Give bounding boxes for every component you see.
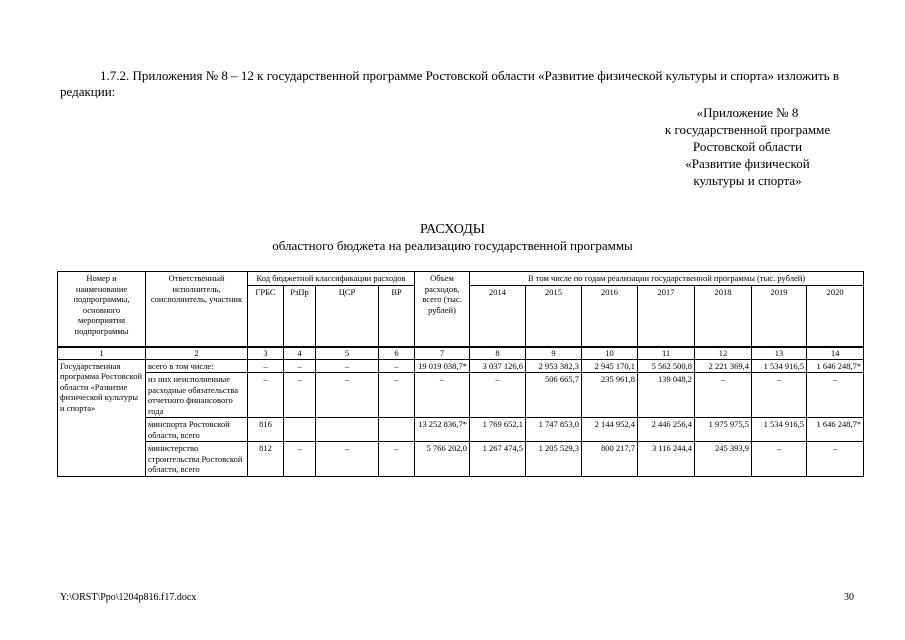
col-number: 10	[582, 347, 638, 359]
appendix-line-4: «Развитие физической	[685, 156, 810, 171]
appendix-line-2: к государственной программе	[664, 122, 831, 137]
program-name: Государственная программа Ростовской области «Развитие физической культуры и спорта»	[58, 359, 146, 476]
row-year-value: 2 446 256,4	[638, 418, 695, 442]
col-number: 5	[316, 347, 379, 359]
header-year: 2018	[695, 285, 752, 347]
row-total: 13 252 836,7*	[415, 418, 470, 442]
row-year-value: 800 217,7	[582, 442, 638, 477]
appendix-reference	[615, 104, 880, 189]
row-year-value: 235 961,8	[582, 373, 638, 418]
row-year-value: 1 534 916,5	[752, 359, 807, 373]
row-year-value: 1 205 529,3	[526, 442, 582, 477]
row-year-value: 1 646 248,7*	[807, 359, 864, 373]
row-year-value: –	[807, 442, 864, 477]
row-total: 19 019 038,7*	[415, 359, 470, 373]
header-year: 2017	[638, 285, 695, 347]
row-executor: из них неисполненные расходные обязательства отчетного финансового года	[146, 373, 248, 418]
intro-paragraph: 1.7.2. Приложения № 8 – 12 к государственной программе Ростовской области «Развитие физической культуры и спорта» изложить в редакции:	[60, 68, 839, 99]
row-csr: –	[316, 373, 379, 418]
row-year-value: 1 747 853,0	[526, 418, 582, 442]
row-year-value: –	[752, 373, 807, 418]
row-rzpr	[284, 418, 316, 442]
row-total: 5 766 202,0	[415, 442, 470, 477]
row-csr: –	[316, 442, 379, 477]
row-csr: –	[316, 359, 379, 373]
row-grbs: 816	[248, 418, 284, 442]
header-vr: ВР	[379, 285, 415, 347]
row-year-value: 2 144 952,4	[582, 418, 638, 442]
row-year-value: 3 116 244,4	[638, 442, 695, 477]
row-year-value: 2 953 382,3	[526, 359, 582, 373]
row-year-value: 1 534 916,5	[752, 418, 807, 442]
header-executor: Ответственный исполнитель, соисполнитель, участник	[146, 272, 248, 348]
row-vr: –	[379, 359, 415, 373]
row-year-value: 1 646 248,7*	[807, 418, 864, 442]
table-row	[58, 442, 864, 477]
appendix-line-3: Ростовской области	[692, 139, 803, 154]
header-volume: Объем расходов, всего (тыс. рублей)	[415, 272, 470, 348]
header-rzpr: РзПр	[284, 285, 316, 347]
row-year-value: 139 048,2	[638, 373, 695, 418]
header-by-years: В том числе по годам реализации государственной программы (тыс. рублей)	[470, 272, 864, 286]
col-number: 9	[526, 347, 582, 359]
row-rzpr: –	[284, 359, 316, 373]
col-number: 2	[146, 347, 248, 359]
row-vr	[379, 418, 415, 442]
appendix-line-5: культуры и спорта»	[693, 173, 802, 188]
expenses-table	[57, 271, 864, 477]
row-vr: –	[379, 373, 415, 418]
row-rzpr: –	[284, 442, 316, 477]
header-grbs: ГРБС	[248, 285, 284, 347]
col-number: 8	[470, 347, 526, 359]
table-row	[58, 359, 864, 373]
header-csr: ЦСР	[316, 285, 379, 347]
header-year: 2016	[582, 285, 638, 347]
row-grbs: –	[248, 373, 284, 418]
row-year-value: 3 037 126,6	[470, 359, 526, 373]
col-number: 3	[248, 347, 284, 359]
row-executor: минспорта Ростовской области, всего	[146, 418, 248, 442]
document-subtitle: областного бюджета на реализацию государственной программы	[272, 238, 633, 253]
row-grbs: 812	[248, 442, 284, 477]
row-total: –	[415, 373, 470, 418]
table-row	[58, 418, 864, 442]
footer-page-number: 30	[844, 592, 854, 603]
row-year-value: 2 945 170,1	[582, 359, 638, 373]
document-title: РАСХОДЫ	[420, 222, 485, 237]
col-number: 4	[284, 347, 316, 359]
row-year-value: –	[695, 373, 752, 418]
row-rzpr: –	[284, 373, 316, 418]
col-number: 13	[752, 347, 807, 359]
col-number: 7	[415, 347, 470, 359]
table-row	[58, 373, 864, 418]
row-vr: –	[379, 442, 415, 477]
row-executor: министерство строительства Ростовской области, всего	[146, 442, 248, 477]
header-year: 2020	[807, 285, 864, 347]
header-budget-code: Код бюджетной классификации расходов	[248, 272, 415, 286]
col-number: 12	[695, 347, 752, 359]
row-executor: всего в том числе:	[146, 359, 248, 373]
header-year: 2014	[470, 285, 526, 347]
row-year-value: 506 665,7	[526, 373, 582, 418]
row-year-value: 245 393,9	[695, 442, 752, 477]
col-number: 1	[58, 347, 146, 359]
footer-file-path: Y:\ORST\Ppo\1204p816.f17.docx	[60, 592, 197, 603]
row-year-value: –	[807, 373, 864, 418]
row-year-value: 1 769 652,1	[470, 418, 526, 442]
row-year-value: 5 562 500,8	[638, 359, 695, 373]
row-year-value: –	[752, 442, 807, 477]
row-grbs: –	[248, 359, 284, 373]
header-year: 2019	[752, 285, 807, 347]
col-number: 11	[638, 347, 695, 359]
col-number: 14	[807, 347, 864, 359]
column-numbers-row	[58, 347, 864, 359]
appendix-line-1: «Приложение № 8	[696, 105, 799, 120]
row-year-value: 1 975 975,5	[695, 418, 752, 442]
row-year-value: 2 221 369,4	[695, 359, 752, 373]
table-header-row	[58, 272, 864, 286]
row-csr	[316, 418, 379, 442]
col-number: 6	[379, 347, 415, 359]
header-name: Номер и наименование подпрограммы, основного мероприятия подпрограммы	[58, 272, 146, 348]
row-year-value: –	[470, 373, 526, 418]
header-year: 2015	[526, 285, 582, 347]
row-year-value: 1 267 474,5	[470, 442, 526, 477]
